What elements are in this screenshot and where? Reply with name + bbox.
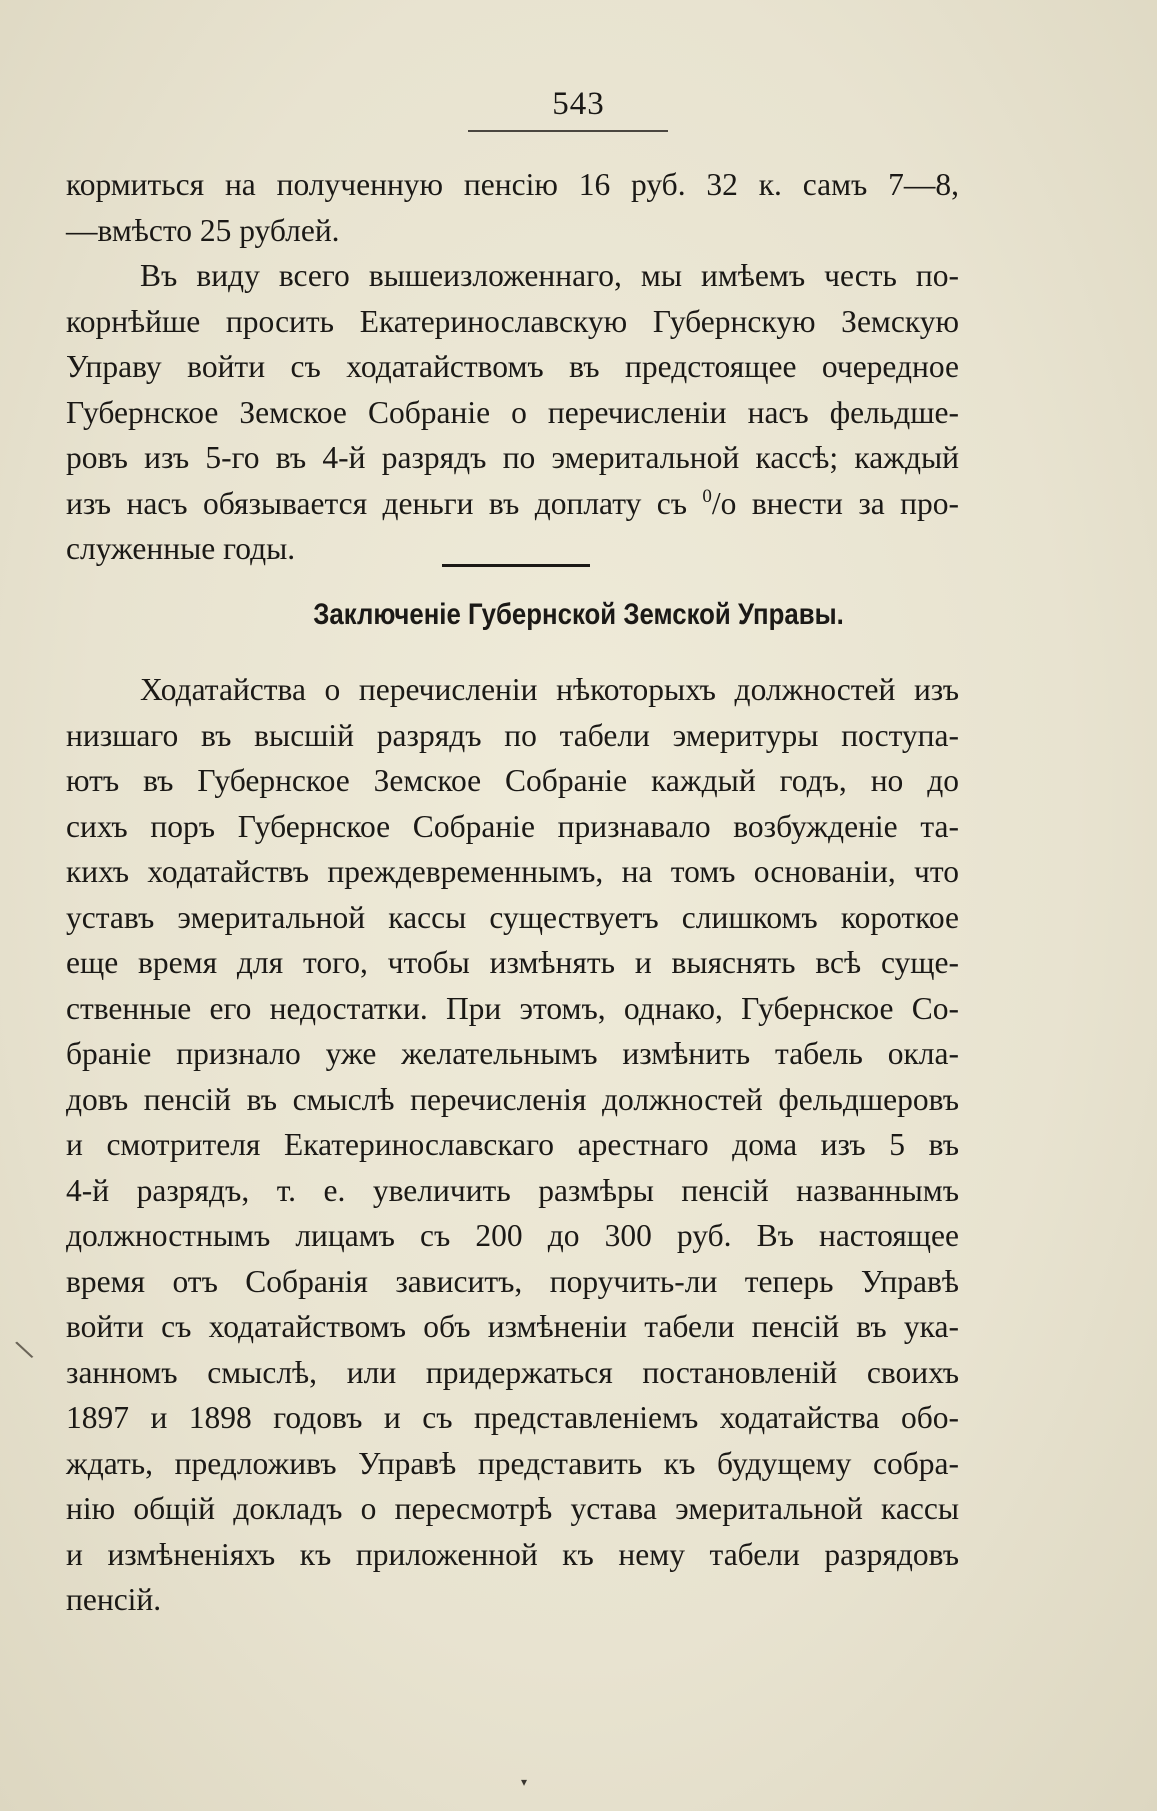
upper-text-block bbox=[66, 162, 959, 572]
petition-line-7: служенные годы. bbox=[66, 531, 296, 566]
petition-line-2: корнѣйше просить Екатеринославскую Губернскую Земскую bbox=[66, 303, 959, 339]
petition-line-3: Управу войти съ ходатайствомъ въ предстоящее очередное bbox=[66, 349, 959, 384]
section-divider bbox=[442, 564, 590, 567]
conclusion-line: Ходатайства о перечисленіи нѣкоторыхъ должностей изъ bbox=[140, 672, 959, 707]
conclusion-text-block bbox=[66, 667, 959, 1623]
percent-superscript: 0 bbox=[702, 485, 712, 507]
conclusion-line: ственные его недостатки. При этомъ, однако, Губернское Со- bbox=[66, 990, 959, 1026]
conclusion-line: довъ пенсій въ смыслѣ перечисленія должностей фельдшеровъ bbox=[66, 1081, 959, 1117]
section-heading: Заключеніе Губернской Земской Управы. bbox=[313, 598, 844, 631]
conclusion-line: ждать, предложивъ Управѣ представить къ будущему собра- bbox=[66, 1445, 959, 1481]
margin-stray-mark: \ bbox=[13, 1334, 36, 1366]
petition-line-1: Въ виду всего вышеизложеннаго, мы имѣемъ честь по- bbox=[140, 258, 959, 293]
petition-line-6-end: /о внести за про- bbox=[711, 485, 959, 521]
conclusion-line: и смотрителя Екатеринославскаго арестнаго дома изъ 5 въ bbox=[66, 1127, 959, 1162]
conclusion-line: уставъ эмеритальной кассы существуетъ слишкомъ короткое bbox=[66, 899, 959, 935]
conclusion-line: время отъ Собранія зависитъ, поручить-ли теперь Управѣ bbox=[66, 1263, 959, 1299]
conclusion-line: еще время для того, чтобы измѣнять и выяснять всѣ суще- bbox=[66, 945, 959, 980]
conclusion-last-line: пенсій. bbox=[66, 1582, 162, 1617]
conclusion-line: кихъ ходатайствъ преждевременнымъ, на томъ основаніи, что bbox=[66, 854, 959, 889]
conclusion-line: войти съ ходатайствомъ объ измѣненіи табели пенсій въ ука- bbox=[66, 1309, 959, 1344]
petition-line-4: Губернское Земское Собраніе о перечисленіи насъ фельдше- bbox=[66, 394, 959, 430]
conclusion-line: ютъ въ Губернское Земское Собраніе каждый годъ, но до bbox=[66, 763, 959, 798]
continued-line-1: кормиться на полученную пенсію 16 руб. 32 к. самъ 7—8, bbox=[66, 167, 959, 202]
conclusion-line: нію общій докладъ о пересмотрѣ устава эмеритальной кассы bbox=[66, 1491, 959, 1526]
page-number: 543 bbox=[552, 86, 605, 122]
conclusion-line: должностнымъ лицамъ съ 200 до 300 руб. Въ настоящее bbox=[66, 1218, 959, 1253]
petition-line-5: ровъ изъ 5-го въ 4-й разрядъ по эмеритальной кассѣ; каждый bbox=[66, 440, 959, 475]
continued-line-2: —вмѣсто 25 рублей. bbox=[66, 212, 340, 248]
petition-line-6 bbox=[66, 481, 959, 527]
conclusion-line: 1897 и 1898 годовъ и съ представленіемъ ходатайства обо- bbox=[66, 1400, 959, 1435]
conclusion-line: 4-й разрядъ, т. е. увеличить размѣры пенсій названнымъ bbox=[66, 1172, 959, 1208]
page-number-rule bbox=[468, 130, 668, 132]
conclusion-line: сихъ поръ Губернское Собраніе признавало возбужденіе та- bbox=[66, 808, 959, 844]
conclusion-line: занномъ смыслѣ, или придержаться постановленій своихъ bbox=[66, 1354, 959, 1390]
conclusion-line: низшаго въ высшій разрядъ по табели эмеритуры поступа- bbox=[66, 717, 959, 753]
petition-line-6-start: изъ насъ обязывается деньги въ доплату съ bbox=[66, 485, 703, 521]
conclusion-line: и измѣненіяхъ къ приложенной къ нему табели разрядовъ bbox=[66, 1536, 959, 1572]
bottom-print-dot: ▾ bbox=[521, 1775, 528, 1789]
conclusion-line: браніе признало уже желательнымъ измѣнить табель окла- bbox=[66, 1036, 959, 1071]
